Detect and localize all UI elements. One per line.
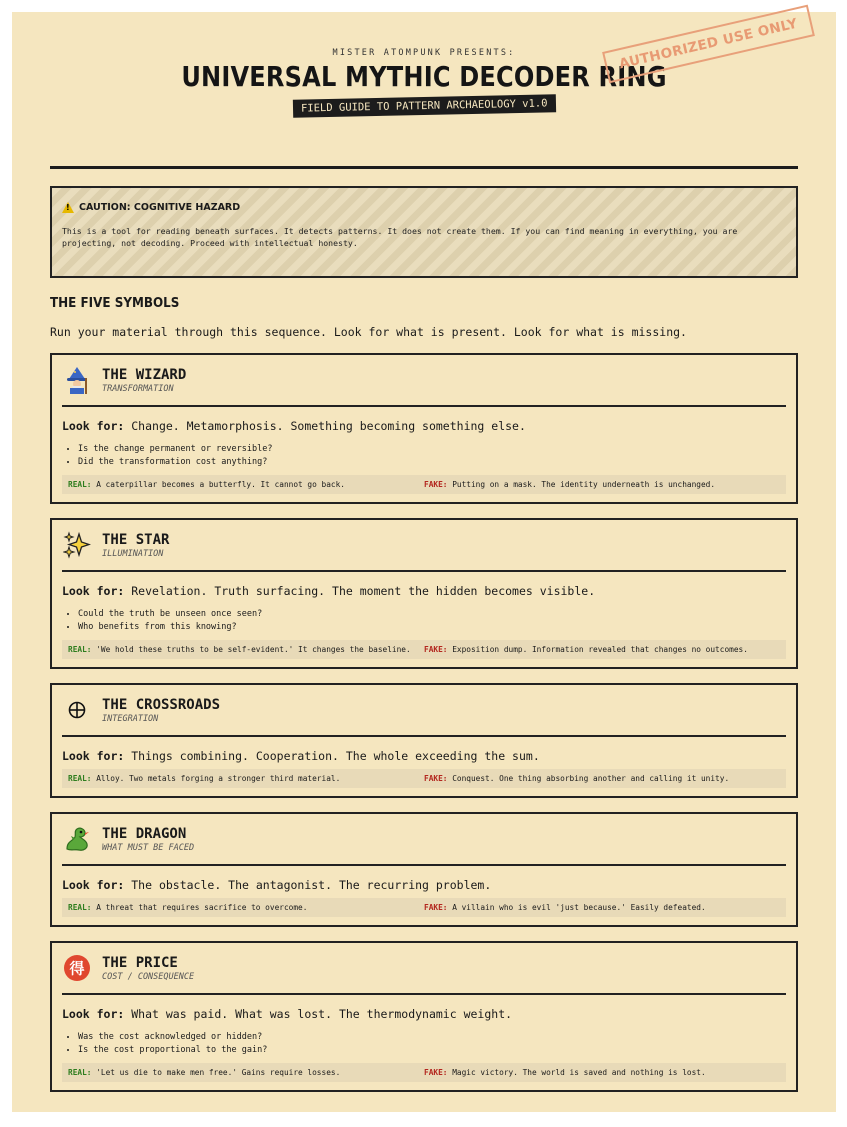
fake-label: FAKE: [424,645,448,654]
authorized-stamp: AUTHORIZED USE ONLY [602,5,814,84]
symbol-subtitle: COST / CONSEQUENCE [102,971,195,982]
real-example [68,480,424,489]
real-text: A caterpillar becomes a butterfly. It cannot go back. [96,480,345,489]
card-header [62,520,786,572]
sparkles-icon [62,530,92,560]
question-item: • Who benefits from this knowing? [78,621,786,634]
look-for-line [62,878,786,892]
real-example [68,903,424,912]
look-for-line [62,419,786,433]
real-label: REAL: [68,1068,92,1077]
symbol-subtitle: ILLUMINATION [102,548,164,559]
bargain-icon [62,953,92,983]
question-list [62,1031,786,1057]
symbol-card [50,683,798,798]
fake-text: Magic victory. The world is saved and nothing is lost. [452,1068,706,1077]
real-text: 'Let us die to make men free.' Gains require losses. [96,1068,341,1077]
look-for-line [62,749,786,763]
real-text: Alloy. Two metals forging a stronger third material. [96,774,341,783]
look-for-label: Look for: [62,584,125,598]
section-title: THE FIVE SYMBOLS [50,296,180,311]
question-list [62,608,786,634]
real-fake-row [62,898,786,917]
question-item: • Was the cost acknowledged or hidden? [78,1031,786,1044]
warning-icon [62,202,74,213]
fake-example [424,774,780,783]
symbol-name: THE STAR [102,531,170,548]
symbol-subtitle: WHAT MUST BE FACED [102,842,195,853]
fake-text: Conquest. One thing absorbing another and calling it unity. [452,774,730,783]
card-header [62,814,786,866]
subtitle-banner: FIELD GUIDE TO PATTERN ARCHAEOLOGY v1.0 [293,94,556,117]
symbol-card [50,518,798,669]
caution-heading [62,202,786,213]
header [50,12,798,148]
symbol-card [50,941,798,1092]
real-label: REAL: [68,645,92,654]
fake-example [424,1068,780,1077]
real-label: REAL: [68,774,92,783]
fake-example [424,645,780,654]
card-header [62,943,786,995]
look-for-text: What was paid. What was lost. The thermodynamic weight. [131,1007,513,1021]
symbol-name: THE CROSSROADS [102,696,221,713]
real-label: REAL: [68,480,92,489]
fake-example [424,480,780,489]
real-text: 'We hold these truths to be self-evident.' It changes the baseline. [96,645,411,654]
real-text: A threat that requires sacrifice to overcome. [96,903,308,912]
real-example [68,645,424,654]
svg-text:得: 得 [69,959,85,978]
fake-label: FAKE: [424,480,448,489]
card-header [62,355,786,407]
symbol-card [50,812,798,927]
question-item: • Is the change permanent or reversible? [78,443,786,456]
symbol-name: THE DRAGON [102,825,187,842]
dragon-icon [62,824,92,854]
document-page [12,12,836,1112]
question-item: • Is the cost proportional to the gain? [78,1044,786,1057]
fake-label: FAKE: [424,903,448,912]
fake-text: Exposition dump. Information revealed that changes no outcomes. [452,645,748,654]
fake-text: A villain who is evil 'just because.' Easily defeated. [452,903,706,912]
look-for-text: The obstacle. The antagonist. The recurring problem. [131,878,492,892]
symbol-name: THE WIZARD [102,366,187,383]
look-for-label: Look for: [62,419,125,433]
card-header [62,685,786,737]
fake-label: FAKE: [424,1068,448,1077]
page-title: UNIVERSAL MYTHIC DECODER RING [181,60,667,93]
real-fake-row [62,1063,786,1082]
fake-example [424,903,780,912]
look-for-label: Look for: [62,1007,125,1021]
caution-body: This is a tool for reading beneath surfaces. It detects patterns. It does not create them. If you can find meaning in everything, you are projecting, not decoding. Proceed with intellectual honesty. [62,226,738,248]
look-for-text: Change. Metamorphosis. Something becoming something else. [131,419,526,433]
caution-box [50,186,798,278]
symbol-subtitle: INTEGRATION [102,713,159,724]
wizard-icon [62,365,92,395]
symbol-card [50,353,798,504]
header-divider [50,166,798,169]
real-fake-row [62,769,786,788]
symbol-name: THE PRICE [102,954,178,971]
fake-text: Putting on a mask. The identity underneath is unchanged. [452,480,716,489]
look-for-line [62,584,786,598]
symbol-cards [50,353,798,1092]
question-item: • Could the truth be unseen once seen? [78,608,786,621]
look-for-text: Things combining. Cooperation. The whole exceeding the sum. [131,749,540,763]
look-for-label: Look for: [62,749,125,763]
symbol-subtitle: TRANSFORMATION [102,383,174,394]
presents-line: MISTER ATOMPUNK PRESENTS: [332,48,516,58]
question-item: • Did the transformation cost anything? [78,456,786,469]
look-for-label: Look for: [62,878,125,892]
real-example [68,774,424,783]
fake-label: FAKE: [424,774,448,783]
real-example [68,1068,424,1077]
look-for-line [62,1007,786,1021]
circled-plus-icon [62,695,92,725]
section-intro: Run your material through this sequence. Look for what is present. Look for what is missing. [50,325,687,339]
real-label: REAL: [68,903,92,912]
real-fake-row [62,640,786,659]
question-list [62,443,786,469]
look-for-text: Revelation. Truth surfacing. The moment the hidden becomes visible. [131,584,596,598]
real-fake-row [62,475,786,494]
caution-heading-text: CAUTION: COGNITIVE HAZARD [79,202,241,213]
